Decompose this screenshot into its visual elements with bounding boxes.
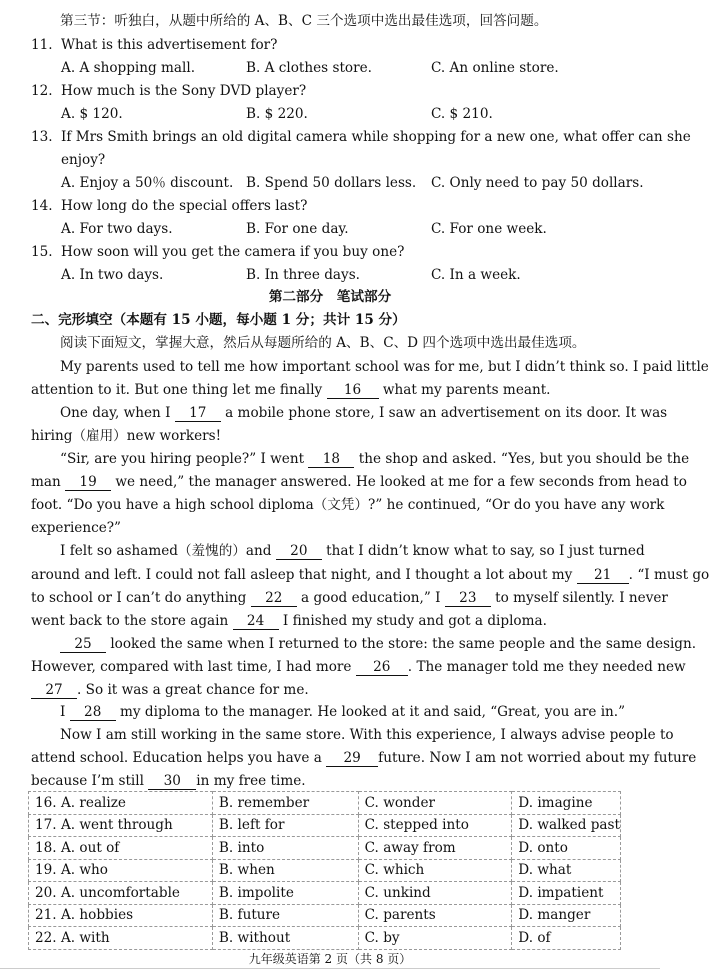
passage-text: I felt so ashamed（羞愧的）and (60, 543, 272, 559)
option-b: B. Spend 50 dollars less. (246, 175, 417, 191)
option-a: A. $ 120. (61, 106, 123, 122)
blank-18: 18 (308, 451, 354, 468)
option-cell: B. remember (212, 792, 358, 815)
option-a: A. For two days. (61, 221, 173, 237)
blank-16: 16 (327, 382, 379, 399)
options-row (29, 837, 621, 860)
passage-text: future. Now I am not worried about my future (378, 750, 697, 766)
option-c: C. Only need to pay 50 dollars. (431, 175, 644, 191)
option-cell: B. when (212, 859, 358, 882)
page-footer: 九年级英语第 2 页（共 8 页） (248, 952, 412, 966)
options-row (29, 882, 621, 905)
question-number: 13. (31, 129, 53, 145)
passage-text: to myself silently. I never (495, 590, 668, 606)
options-row (29, 927, 621, 950)
blank-22: 22 (251, 590, 297, 607)
question-11 (31, 35, 277, 55)
option-cell: D. what (512, 859, 621, 882)
passage-line: My parents used to tell me how important school was for me, but I didn’t think so. I paid little (60, 359, 709, 375)
option-cell: 21. A. hobbies (29, 904, 213, 927)
passage-line (31, 588, 668, 608)
options-table (28, 791, 621, 950)
question-number: 12. (31, 83, 53, 99)
option-c: C. For one week. (431, 221, 547, 237)
option-cell: D. onto (512, 837, 621, 860)
question-text: If Mrs Smith brings an old digital camera while shopping for a new one, what offer can she (61, 129, 691, 145)
question-number: 11. (31, 37, 53, 53)
question-text: How long do the special offers last? (61, 198, 308, 214)
passage-text: However, compared with last time, I had more (31, 659, 352, 675)
options-row (29, 792, 621, 815)
blank-24: 24 (233, 613, 279, 630)
options-row (29, 859, 621, 882)
blank-30: 30 (148, 773, 196, 790)
listening-section-title: 第三节：听独白，从题中所给的 A、B、C 三个选项中选出最佳选项，回答问题。 (60, 13, 548, 29)
blank-27: 27 (31, 682, 77, 699)
option-cell: 22. A. with (29, 927, 213, 950)
question-13 (31, 127, 691, 147)
passage-line (31, 771, 306, 791)
option-cell: C. which (358, 859, 512, 882)
passage-line (31, 472, 687, 492)
passage-text: around and left. I could not fall asleep that night, and I thought a lot about my (31, 567, 573, 583)
passage-line: hiring（雇用）new workers! (31, 428, 222, 444)
blank-17: 17 (175, 405, 221, 422)
passage-line (60, 702, 625, 722)
question-number: 15. (31, 244, 53, 260)
option-cell: C. by (358, 927, 512, 950)
option-c: C. In a week. (431, 267, 521, 283)
passage-text: because I’m still (31, 773, 144, 789)
blank-29: 29 (326, 750, 378, 767)
option-a: A. In two days. (61, 267, 164, 283)
option-cell: B. without (212, 927, 358, 950)
passage-text: . “I must go (628, 567, 709, 583)
passage-line (60, 403, 667, 423)
passage-text: my diploma to the manager. He looked at it and said, “Great, you are in.” (120, 704, 626, 720)
passage-line (31, 611, 547, 631)
blank-25: 25 (60, 636, 106, 653)
option-cell: D. of (512, 927, 621, 950)
options-row (29, 904, 621, 927)
passage-text: . The manager told me they needed new (407, 659, 686, 675)
option-cell: B. future (212, 904, 358, 927)
blank-23: 23 (445, 590, 491, 607)
option-cell: B. into (212, 837, 358, 860)
passage-text: looked the same when I returned to the store: the same people and the same design. (110, 636, 697, 652)
question-14 (31, 196, 307, 216)
passage-line (31, 748, 696, 768)
passage-text: man (31, 474, 61, 490)
option-cell: D. impatient (512, 882, 621, 905)
options-row (29, 814, 621, 837)
passage-line: foot. “Do you have a high school diploma（文凭）?” he continued, “Or do you have any work (31, 497, 665, 513)
passage-text: I finished my study and got a diploma. (282, 613, 547, 629)
blank-26: 26 (356, 659, 408, 676)
question-text-continued: enjoy? (61, 152, 106, 168)
question-15 (31, 242, 404, 262)
option-b: B. In three days. (246, 267, 360, 283)
option-b: B. $ 220. (246, 106, 308, 122)
question-text: How much is the Sony DVD player? (61, 83, 307, 99)
passage-text: went back to the store again (31, 613, 229, 629)
option-b: B. For one day. (246, 221, 349, 237)
option-cell: D. imagine (512, 792, 621, 815)
option-cell: C. away from (358, 837, 512, 860)
passage-text: that I didn’t know what to say, so I just turned (326, 543, 645, 559)
passage-text: “Sir, are you hiring people?” I went (60, 451, 305, 467)
option-c: C. An online store. (431, 60, 559, 76)
passage-text: what my parents meant. (382, 382, 551, 398)
question-text: How soon will you get the camera if you buy one? (61, 244, 405, 260)
passage-text: to school or I can’t do anything (31, 590, 247, 606)
passage-text: in my free time. (196, 773, 306, 789)
passage-text: a good education,” I (301, 590, 441, 606)
option-cell: 20. A. uncomfortable (29, 882, 213, 905)
page-bottom-line (0, 968, 660, 970)
question-number: 14. (31, 198, 53, 214)
option-cell: D. manger (512, 904, 621, 927)
option-cell: D. walked past (512, 814, 621, 837)
passage-text: the shop and asked. “Yes, but you should be the (358, 451, 690, 467)
passage-line (31, 380, 551, 400)
option-cell: B. impolite (212, 882, 358, 905)
passage-line: Now I am still working in the same store. With this experience, I always advise people to (60, 727, 674, 743)
part2-title: 第二部分 笔试部分 (268, 289, 392, 305)
passage-line (60, 541, 645, 561)
option-cell: B. left for (212, 814, 358, 837)
cloze-heading: 二、完形填空（本题有 15 小题，每小题 1 分；共计 15 分） (31, 312, 406, 328)
option-cell: C. wonder (358, 792, 512, 815)
option-cell: 19. A. who (29, 859, 213, 882)
passage-text: attention to it. But one thing let me finally (31, 382, 323, 398)
question-12 (31, 81, 306, 101)
option-cell: 17. A. went through (29, 814, 213, 837)
option-cell: 18. A. out of (29, 837, 213, 860)
option-cell: 16. A. realize (29, 792, 213, 815)
option-c: C. $ 210. (431, 106, 493, 122)
blank-19: 19 (65, 474, 111, 491)
option-a: A. A shopping mall. (61, 60, 196, 76)
option-b: B. A clothes store. (246, 60, 372, 76)
passage-text: One day, when I (60, 405, 171, 421)
blank-28: 28 (70, 704, 116, 721)
passage-text: we need,” the manager answered. He looked at me for a few seconds from head to (115, 474, 687, 490)
option-cell: C. unkind (358, 882, 512, 905)
passage-text: a mobile phone store, I saw an advertisement on its door. It was (225, 405, 668, 421)
option-cell: C. stepped into (358, 814, 512, 837)
passage-text: I (60, 704, 66, 720)
blank-21: 21 (577, 567, 629, 584)
option-cell: C. parents (358, 904, 512, 927)
cloze-instruction: 阅读下面短文，掌握大意，然后从每题所给的 A、B、C、D 四个选项中选出最佳选项。 (60, 335, 586, 351)
passage-line (31, 680, 309, 700)
passage-line (60, 634, 696, 654)
passage-text: . So it was a great chance for me. (77, 682, 309, 698)
question-text: What is this advertisement for? (61, 37, 278, 53)
option-a: A. Enjoy a 50％ discount. (61, 175, 234, 191)
passage-text: attend school. Education helps you have a (31, 750, 322, 766)
passage-line (60, 449, 689, 469)
passage-line (31, 565, 709, 585)
blank-20: 20 (276, 543, 322, 560)
passage-line: experience?” (31, 520, 121, 536)
passage-line (31, 657, 686, 677)
